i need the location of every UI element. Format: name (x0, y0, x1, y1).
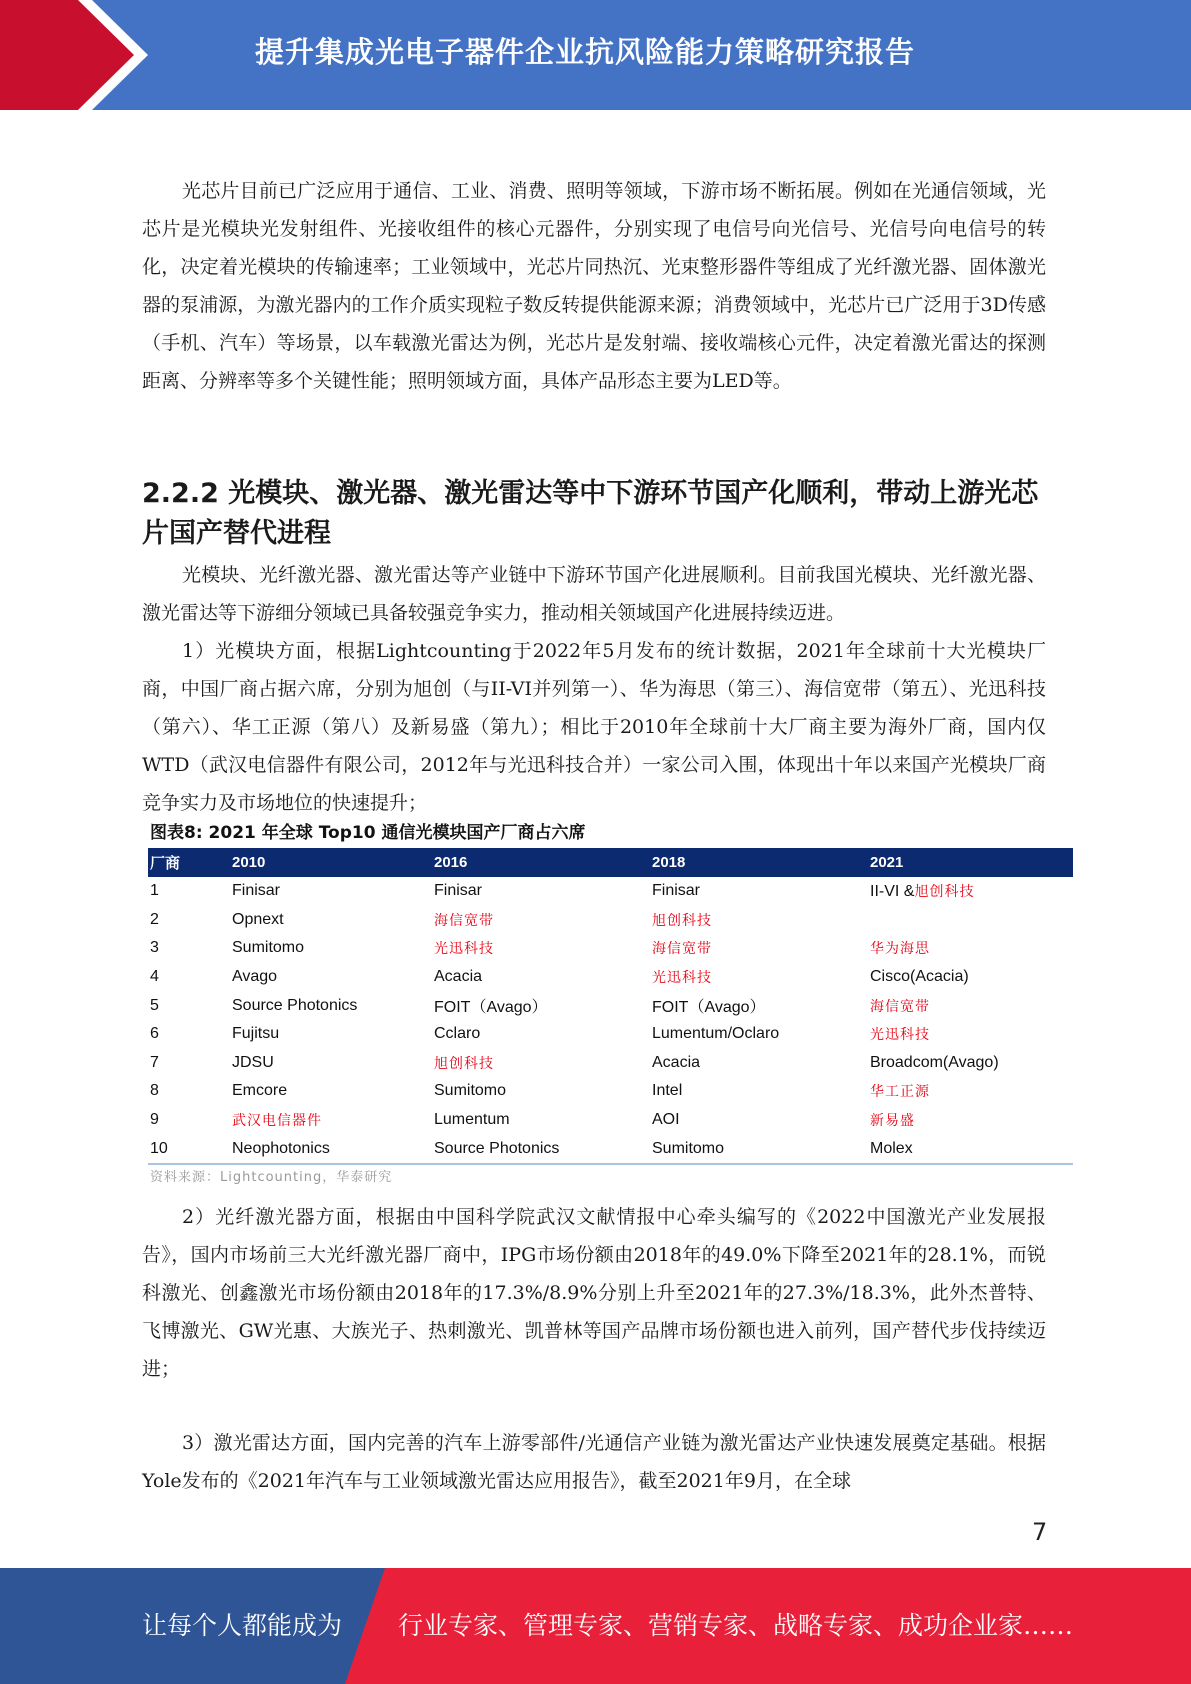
cell-2016: Lumentum (434, 1111, 510, 1129)
table-row (148, 934, 1073, 963)
table-row (148, 877, 1073, 906)
header-vendor: 厂商 (148, 848, 230, 877)
cell-2021 (868, 1049, 1073, 1078)
page-number: 7 (1032, 1518, 1048, 1546)
cell-2021 (868, 1077, 1073, 1106)
cell-2010: Neophotonics (232, 1139, 330, 1157)
paragraph-fiber-laser: 2）光纤激光器方面，根据由中国科学院武汉文献情报中心牵头编写的《2022中国激光产业发展报告》，国内市场前三大光纤激光器厂商中，IPG市场份额由2018年的49.0%下降至2021年的28.1%，而锐科激光、创鑫激光市场份额由2018年的17.3%/8.9%分别上升至2021年的27.3%/18.3%，此外杰普特、飞博激光、GW光惠、大族光子、热刺激光、凯普林等国产品牌市场份额也进入前列，国产替代步伐持续迈进； (142, 1206, 1046, 1380)
cell-2021-en: II-VI & (870, 883, 915, 901)
header-2016: 2016 (432, 848, 650, 877)
figure-source: 资料来源：Lightcounting，华泰研究 (150, 1170, 393, 1185)
cell-2016: FOIT（Avago） (434, 999, 548, 1017)
section-heading: 2.2.2 光模块、激光器、激光雷达等中下游环节国产化顺利，带动上游光芯片国产替代进程 (142, 478, 1039, 549)
cell-2021 (868, 991, 1073, 1020)
header-red-chevron (0, 0, 150, 110)
paragraph-optical-chip-applications: 光芯片目前已广泛应用于通信、工业、消费、照明等领域，下游市场不断拓展。例如在光通信领域，光芯片是光模块光发射组件、光接收组件的核心元器件，分别实现了电信号向光信号、光信号向电信号的转化，决定着光模块的传输速率；工业领域中，光芯片同热沉、光束整形器件等组成了光纤激光器、固体激光器的泵浦源，为激光器内的工作介质实现粒子数反转提供能源来源；消费领域中，光芯片已广泛用于3D传感（手机、汽车）等场景，以车载激光雷达为例，光芯片是发射端、接收端核心元件，决定着激光雷达的探测距离、分辨率等多个关键性能；照明领域方面，具体产品形态主要为LED等。 (142, 180, 1046, 392)
cell-2021 (868, 1106, 1073, 1135)
rank-cell: 5 (150, 996, 159, 1014)
cell-2010: 武汉电信器件 (232, 1113, 322, 1130)
table-row (148, 991, 1073, 1020)
page-footer (0, 1568, 1191, 1684)
rank-cell: 10 (150, 1139, 168, 1157)
cell-2018: 旭创科技 (652, 912, 712, 929)
rank-cell: 8 (150, 1082, 159, 1100)
cell-2021-en: Cisco(Acacia) (870, 968, 969, 986)
cell-2018: Sumitomo (652, 1139, 725, 1157)
rank-cell: 3 (150, 939, 159, 957)
table-row (148, 1106, 1073, 1135)
rank-cell: 2 (150, 910, 159, 928)
table-row (148, 1077, 1073, 1106)
cell-2021 (868, 906, 1073, 935)
rank-cell: 9 (150, 1111, 159, 1129)
paragraph-optical-module: 1）光模块方面，根据Lightcounting于2022年5月发布的统计数据，2021年全球前十大光模块厂商，中国厂商占据六席，分别为旭创（与II-VI并列第一）、华为海思（第三）、海信宽带（第五）、光迅科技（第六）、华工正源（第八）及新易盛（第九）；相比于2010年全球前十大厂商主要为海外厂商，国内仅WTD（武汉电信器件有限公司，2012年与光迅科技合并）一家公司入围，体现出十年以来国产光模块厂商竞争实力及市场地位的快速提升； (142, 640, 1046, 814)
cell-2016: Source Photonics (434, 1139, 560, 1157)
cell-2018: Acacia (652, 1053, 701, 1071)
cell-2021 (868, 1020, 1073, 1049)
cell-2021-cn: 华为海思 (870, 941, 930, 958)
cell-2010: Opnext (232, 910, 284, 928)
cell-2016: 旭创科技 (434, 1055, 494, 1072)
cell-2016: Sumitomo (434, 1082, 507, 1100)
cell-2021-cn: 旭创科技 (914, 884, 975, 901)
cell-2010: Avago (232, 968, 278, 986)
cell-2021-en: Broadcom(Avago) (870, 1053, 999, 1071)
cell-2016: 光迅科技 (434, 941, 494, 958)
table-row (148, 963, 1073, 992)
footer-slogan-left: 让每个人都能成为 (142, 1611, 343, 1640)
cell-2018: 光迅科技 (652, 970, 712, 987)
cell-2010: Sumitomo (232, 939, 305, 957)
rank-cell: 1 (150, 882, 159, 900)
cell-2021 (868, 877, 1073, 906)
cell-2021 (868, 1134, 1073, 1164)
rank-cell: 4 (150, 968, 159, 986)
report-title: 提升集成光电子器件企业抗风险能力策略研究报告 (255, 35, 916, 69)
cell-2021-cn: 华工正源 (870, 1084, 930, 1101)
cell-2021-cn: 光迅科技 (870, 1027, 930, 1044)
cell-2018: Finisar (652, 882, 701, 900)
table-row (148, 1134, 1073, 1164)
paragraph-localization-progress: 光模块、光纤激光器、激光雷达等产业链中下游环节国产化进展顺利。目前我国光模块、光纤激光器、激光雷达等下游细分领域已具备较强竞争实力，推动相关领域国产化进展持续迈进。 (142, 564, 1046, 624)
cell-2016: Acacia (434, 968, 483, 986)
cell-2010: Emcore (232, 1082, 288, 1100)
rank-cell: 7 (150, 1053, 159, 1071)
cell-2010: Source Photonics (232, 996, 358, 1014)
cell-2018: AOI (652, 1111, 680, 1129)
cell-2021 (868, 963, 1073, 992)
page-header (0, 0, 1191, 110)
footer-slogan-right: 行业专家、管理专家、营销专家、战略专家、成功企业家…… (398, 1611, 1074, 1640)
cell-2018: FOIT（Avago） (652, 999, 766, 1017)
cell-2016: 海信宽带 (434, 912, 494, 929)
header-2018: 2018 (650, 848, 868, 877)
cell-2010: Fujitsu (232, 1025, 280, 1043)
cell-2018: Intel (652, 1082, 683, 1100)
paragraph-lidar: 3）激光雷达方面，国内完善的汽车上游零部件/光通信产业链为激光雷达产业快速发展奠定基础。根据Yole发布的《2021年汽车与工业领域激光雷达应用报告》，截至2021年9月，在全球 (142, 1432, 1046, 1492)
cell-2021-cn: 海信宽带 (870, 998, 930, 1015)
table-row (148, 906, 1073, 935)
cell-2021-en: Molex (870, 1139, 913, 1157)
cell-2018: Lumentum/Oclaro (652, 1025, 780, 1043)
cell-2018: 海信宽带 (652, 941, 712, 958)
cell-2010: JDSU (232, 1053, 274, 1071)
cell-2016: Finisar (434, 882, 483, 900)
table-row (148, 1020, 1073, 1049)
cell-2021 (868, 934, 1073, 963)
table-row (148, 1049, 1073, 1078)
header-2021: 2021 (868, 848, 1073, 877)
vendor-ranking-table (148, 848, 1073, 1165)
rank-cell: 6 (150, 1025, 159, 1043)
cell-2016: Cclaro (434, 1025, 481, 1043)
header-2010: 2010 (230, 848, 432, 877)
figure-title: 图表8: 2021 年全球 Top10 通信光模块国产厂商占六席 (150, 823, 586, 843)
cell-2021-cn: 新易盛 (870, 1113, 915, 1130)
table-header-row (148, 848, 1073, 877)
cell-2010: Finisar (232, 882, 281, 900)
